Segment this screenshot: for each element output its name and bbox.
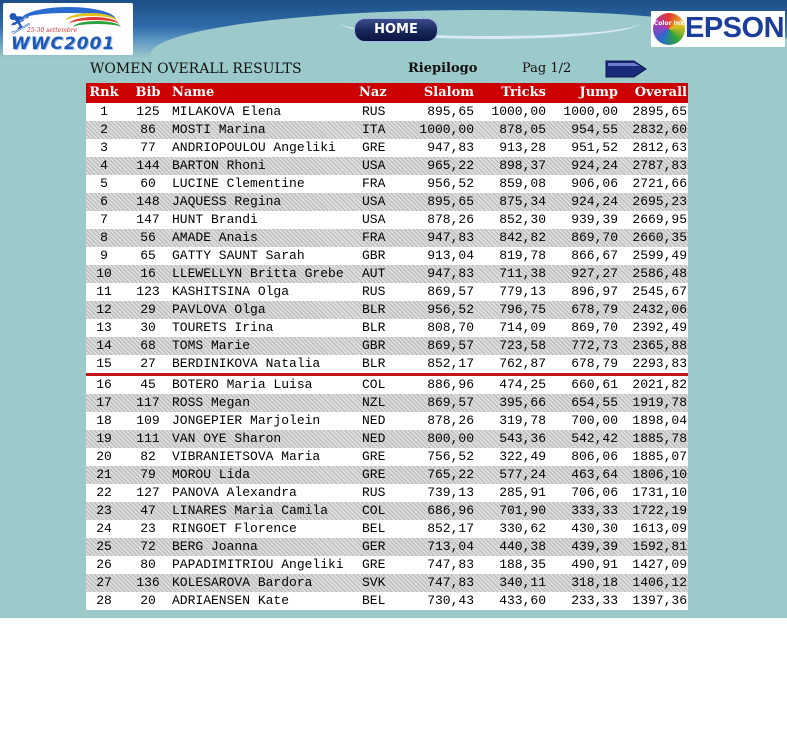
cell-jump: 906,06 xyxy=(571,176,618,191)
cell-jump: 439,39 xyxy=(571,539,618,554)
cell-jump: 927,27 xyxy=(571,266,618,281)
cell-naz: USA xyxy=(362,194,386,209)
cell-jump: 954,55 xyxy=(571,122,618,137)
cell-overall: 2832,60 xyxy=(632,122,687,137)
cell-overall: 1397,36 xyxy=(632,593,687,608)
cell-name: TOMS Marie xyxy=(172,338,251,353)
results-title: WOMEN OVERALL RESULTS xyxy=(90,61,302,77)
logo-dates: 25-30 settembre xyxy=(27,27,78,34)
table-row xyxy=(86,139,688,157)
cell-tricks: 796,75 xyxy=(499,302,546,317)
cell-naz: GRE xyxy=(362,467,386,482)
cell-naz: NED xyxy=(362,431,386,446)
cell-naz: USA xyxy=(362,158,386,173)
cell-tricks: 875,34 xyxy=(499,194,546,209)
cell-rnk: 8 xyxy=(100,230,108,245)
cell-slalom: 756,52 xyxy=(427,449,474,464)
col-header-tricks[interactable]: Tricks xyxy=(501,85,546,100)
cell-rnk: 17 xyxy=(96,395,112,410)
table-row xyxy=(86,301,688,319)
cell-naz: FRA xyxy=(362,176,386,191)
cell-tricks: 319,78 xyxy=(499,413,546,428)
cell-bib: 127 xyxy=(136,485,160,500)
cell-bib: 29 xyxy=(140,302,156,317)
cell-name: ANDRIOPOULOU Angeliki xyxy=(172,140,336,155)
table-row xyxy=(86,355,688,373)
top-banner xyxy=(0,0,787,58)
cell-bib: 47 xyxy=(140,503,156,518)
cell-rnk: 1 xyxy=(100,104,108,119)
cell-slalom: 739,13 xyxy=(427,485,474,500)
cell-tricks: 723,58 xyxy=(499,338,546,353)
table-row xyxy=(86,538,688,556)
cell-rnk: 16 xyxy=(96,377,112,392)
cell-bib: 16 xyxy=(140,266,156,281)
epson-logo[interactable] xyxy=(651,11,785,47)
cell-naz: GBR xyxy=(362,248,386,263)
home-button[interactable]: HOME xyxy=(354,18,438,42)
col-header-name[interactable]: Name xyxy=(172,85,215,100)
cell-slalom: 808,70 xyxy=(427,320,474,335)
cell-jump: 660,61 xyxy=(571,377,618,392)
cell-name: LINARES Maria Camila xyxy=(172,503,329,518)
cell-name: LLEWELLYN Britta Grebe xyxy=(172,266,344,281)
cell-overall: 1722,19 xyxy=(632,503,687,518)
cell-slalom: 852,17 xyxy=(427,521,474,536)
skier-icon: ⛷ xyxy=(7,11,33,35)
cell-rnk: 19 xyxy=(96,431,112,446)
table-row xyxy=(86,283,688,301)
cell-slalom: 713,04 xyxy=(427,539,474,554)
cell-bib: 79 xyxy=(140,467,156,482)
cell-rnk: 10 xyxy=(96,266,112,281)
cell-slalom: 747,83 xyxy=(427,575,474,590)
table-row xyxy=(86,103,688,121)
table-row xyxy=(86,121,688,139)
cell-rnk: 25 xyxy=(96,539,112,554)
cell-jump: 233,33 xyxy=(571,593,618,608)
cell-overall: 1427,09 xyxy=(632,557,687,572)
cell-jump: 806,06 xyxy=(571,449,618,464)
cell-rnk: 20 xyxy=(96,449,112,464)
table-header xyxy=(86,83,688,103)
cell-tricks: 711,38 xyxy=(499,266,546,281)
cell-name: BARTON Rhoni xyxy=(172,158,266,173)
cell-slalom: 956,52 xyxy=(427,302,474,317)
cell-jump: 866,67 xyxy=(571,248,618,263)
cell-overall: 1885,07 xyxy=(632,449,687,464)
cell-jump: 678,79 xyxy=(571,302,618,317)
cell-jump: 869,70 xyxy=(571,320,618,335)
cell-slalom: 747,83 xyxy=(427,557,474,572)
table-row xyxy=(86,574,688,592)
cell-name: BERG Joanna xyxy=(172,539,258,554)
cell-overall: 1592,81 xyxy=(632,539,687,554)
cell-tricks: 1000,00 xyxy=(491,104,546,119)
cell-jump: 896,97 xyxy=(571,284,618,299)
cell-name: PAPADIMITRIOU Angeliki xyxy=(172,557,344,572)
cell-slalom: 1000,00 xyxy=(419,122,474,137)
cell-slalom: 886,96 xyxy=(427,377,474,392)
cell-overall: 1406,12 xyxy=(632,575,687,590)
cell-overall: 2812,63 xyxy=(632,140,687,155)
cell-bib: 68 xyxy=(140,338,156,353)
cell-naz: AUT xyxy=(362,266,386,281)
table-row xyxy=(86,448,688,466)
cell-naz: COL xyxy=(362,503,386,518)
cell-naz: NED xyxy=(362,413,386,428)
cell-bib: 45 xyxy=(140,377,156,392)
cell-slalom: 852,17 xyxy=(427,356,474,371)
col-header-rnk[interactable]: Rnk xyxy=(89,85,119,100)
cell-bib: 56 xyxy=(140,230,156,245)
cell-bib: 20 xyxy=(140,593,156,608)
cell-bib: 117 xyxy=(136,395,160,410)
cell-naz: BLR xyxy=(362,356,386,371)
cell-rnk: 2 xyxy=(100,122,108,137)
results-group-top xyxy=(86,103,688,373)
cell-slalom: 878,26 xyxy=(427,212,474,227)
color-ink-badge: Color Ink xyxy=(653,13,685,45)
cell-rnk: 22 xyxy=(96,485,112,500)
arrow-right-icon[interactable] xyxy=(604,58,648,80)
cell-tricks: 322,49 xyxy=(499,449,546,464)
cell-overall: 1898,04 xyxy=(632,413,687,428)
cell-tricks: 859,08 xyxy=(499,176,546,191)
cell-slalom: 965,22 xyxy=(427,158,474,173)
table-row xyxy=(86,502,688,520)
cell-jump: 869,70 xyxy=(571,230,618,245)
cell-rnk: 28 xyxy=(96,593,112,608)
cell-tricks: 440,38 xyxy=(499,539,546,554)
cell-rnk: 4 xyxy=(100,158,108,173)
cell-rnk: 24 xyxy=(96,521,112,536)
wwc-logo[interactable] xyxy=(3,3,133,55)
cell-slalom: 800,00 xyxy=(427,431,474,446)
table-row xyxy=(86,211,688,229)
cell-overall: 1919,78 xyxy=(632,395,687,410)
cell-overall: 2787,83 xyxy=(632,158,687,173)
cell-slalom: 730,43 xyxy=(427,593,474,608)
cell-slalom: 895,65 xyxy=(427,104,474,119)
cell-tricks: 714,09 xyxy=(499,320,546,335)
cell-tricks: 819,78 xyxy=(499,248,546,263)
cell-naz: GBR xyxy=(362,338,386,353)
summary-link[interactable]: Riepilogo xyxy=(408,61,478,76)
cell-rnk: 9 xyxy=(100,248,108,263)
cell-rnk: 6 xyxy=(100,194,108,209)
cell-name: RINGOET Florence xyxy=(172,521,297,536)
cell-name: KOLESAROVA Bardora xyxy=(172,575,313,590)
cell-naz: SVK xyxy=(362,575,386,590)
cell-overall: 2432,06 xyxy=(632,302,687,317)
table-row xyxy=(86,394,688,412)
cell-rnk: 7 xyxy=(100,212,108,227)
cell-overall: 2599,49 xyxy=(632,248,687,263)
cell-tricks: 878,05 xyxy=(499,122,546,137)
cell-overall: 1806,10 xyxy=(632,467,687,482)
cell-bib: 125 xyxy=(136,104,160,119)
cell-bib: 23 xyxy=(140,521,156,536)
cell-jump: 463,64 xyxy=(571,467,618,482)
cell-slalom: 869,57 xyxy=(427,338,474,353)
cell-overall: 2021,82 xyxy=(632,377,687,392)
logo-stripe xyxy=(73,21,121,34)
cell-tricks: 330,62 xyxy=(499,521,546,536)
col-header-overall[interactable]: Overall xyxy=(634,85,687,100)
table-row xyxy=(86,193,688,211)
table-row xyxy=(86,229,688,247)
cell-name: KASHITSINA Olga xyxy=(172,284,290,299)
cell-naz: GER xyxy=(362,539,386,554)
cell-overall: 2660,35 xyxy=(632,230,687,245)
cell-name: MOSTI Marina xyxy=(172,122,266,137)
cell-slalom: 686,96 xyxy=(427,503,474,518)
col-header-slalom[interactable]: Slalom xyxy=(423,85,474,100)
cell-bib: 109 xyxy=(136,413,160,428)
col-header-jump[interactable]: Jump xyxy=(579,85,618,100)
cell-name: JAQUESS Regina xyxy=(172,194,282,209)
cell-tricks: 285,91 xyxy=(499,485,546,500)
cell-name: GATTY SAUNT Sarah xyxy=(172,248,305,263)
cell-tricks: 842,82 xyxy=(499,230,546,245)
cell-name: BOTERO Maria Luisa xyxy=(172,377,313,392)
table-row xyxy=(86,175,688,193)
cell-tricks: 395,66 xyxy=(499,395,546,410)
sponsor-name: EPSON xyxy=(685,12,785,44)
cell-slalom: 947,83 xyxy=(427,230,474,245)
cell-rnk: 13 xyxy=(96,320,112,335)
cell-name: BERDINIKOVA Natalia xyxy=(172,356,321,371)
results-group-bottom xyxy=(86,376,688,610)
cell-jump: 772,73 xyxy=(571,338,618,353)
cell-naz: RUS xyxy=(362,104,386,119)
cell-bib: 72 xyxy=(140,539,156,554)
cell-jump: 542,42 xyxy=(571,431,618,446)
cell-rnk: 15 xyxy=(96,356,112,371)
cell-slalom: 956,52 xyxy=(427,176,474,191)
cell-rnk: 18 xyxy=(96,413,112,428)
cell-bib: 80 xyxy=(140,557,156,572)
cell-jump: 678,79 xyxy=(571,356,618,371)
cell-bib: 136 xyxy=(136,575,160,590)
cell-rnk: 14 xyxy=(96,338,112,353)
cell-jump: 490,91 xyxy=(571,557,618,572)
cell-naz: RUS xyxy=(362,284,386,299)
cell-tricks: 762,87 xyxy=(499,356,546,371)
cell-tricks: 898,37 xyxy=(499,158,546,173)
cell-overall: 1885,78 xyxy=(632,431,687,446)
cell-jump: 939,39 xyxy=(571,212,618,227)
cell-rnk: 27 xyxy=(96,575,112,590)
cell-name: ROSS Megan xyxy=(172,395,251,410)
cell-naz: RUS xyxy=(362,485,386,500)
cell-bib: 111 xyxy=(136,431,160,446)
cell-tricks: 852,30 xyxy=(499,212,546,227)
cell-name: MOROU Lida xyxy=(172,467,251,482)
table-row xyxy=(86,556,688,574)
cell-naz: BEL xyxy=(362,521,386,536)
cell-overall: 2695,23 xyxy=(632,194,687,209)
cell-overall: 2392,49 xyxy=(632,320,687,335)
table-row xyxy=(86,157,688,175)
cell-name: JONGEPIER Marjolein xyxy=(172,413,321,428)
cell-bib: 77 xyxy=(140,140,156,155)
table-row xyxy=(86,430,688,448)
cell-overall: 1613,09 xyxy=(632,521,687,536)
table-row xyxy=(86,484,688,502)
cell-rnk: 3 xyxy=(100,140,108,155)
cell-name: PANOVA Alexandra xyxy=(172,485,297,500)
page-indicator: Pag 1/2 xyxy=(522,61,572,76)
cell-rnk: 23 xyxy=(96,503,112,518)
table-row xyxy=(86,592,688,610)
cell-rnk: 21 xyxy=(96,467,112,482)
cell-bib: 60 xyxy=(140,176,156,191)
cell-rnk: 12 xyxy=(96,302,112,317)
table-row xyxy=(86,412,688,430)
cell-overall: 2669,95 xyxy=(632,212,687,227)
cell-slalom: 947,83 xyxy=(427,140,474,155)
cell-naz: BLR xyxy=(362,302,386,317)
cell-jump: 924,24 xyxy=(571,194,618,209)
cell-naz: ITA xyxy=(362,122,386,137)
cell-tricks: 340,11 xyxy=(499,575,546,590)
cell-name: PAVLOVA Olga xyxy=(172,302,266,317)
cell-tricks: 701,90 xyxy=(499,503,546,518)
cell-name: TOURETS Irina xyxy=(172,320,274,335)
cell-slalom: 869,57 xyxy=(427,284,474,299)
table-row xyxy=(86,466,688,484)
cell-jump: 654,55 xyxy=(571,395,618,410)
cell-slalom: 765,22 xyxy=(427,467,474,482)
cell-slalom: 895,65 xyxy=(427,194,474,209)
cell-jump: 700,00 xyxy=(571,413,618,428)
cell-jump: 430,30 xyxy=(571,521,618,536)
cell-bib: 65 xyxy=(140,248,156,263)
cell-tricks: 188,35 xyxy=(499,557,546,572)
cell-jump: 1000,00 xyxy=(563,104,618,119)
cell-bib: 148 xyxy=(136,194,160,209)
cell-name: ADRIAENSEN Kate xyxy=(172,593,290,608)
cell-bib: 144 xyxy=(136,158,160,173)
table-row xyxy=(86,265,688,283)
cell-naz: GRE xyxy=(362,557,386,572)
cell-overall: 2293,83 xyxy=(632,356,687,371)
cell-name: LUCINE Clementine xyxy=(172,176,305,191)
cell-naz: BLR xyxy=(362,320,386,335)
table-row xyxy=(86,247,688,265)
table-row xyxy=(86,337,688,355)
cell-naz: FRA xyxy=(362,230,386,245)
cell-rnk: 5 xyxy=(100,176,108,191)
cell-overall: 1731,10 xyxy=(632,485,687,500)
cell-overall: 2365,88 xyxy=(632,338,687,353)
cell-tricks: 543,36 xyxy=(499,431,546,446)
cell-bib: 27 xyxy=(140,356,156,371)
cell-naz: COL xyxy=(362,377,386,392)
col-header-naz[interactable]: Naz xyxy=(359,85,387,100)
cell-overall: 2721,66 xyxy=(632,176,687,191)
cell-naz: GRE xyxy=(362,449,386,464)
cell-bib: 147 xyxy=(136,212,160,227)
cell-bib: 123 xyxy=(136,284,160,299)
cell-name: VIBRANIETSOVA Maria xyxy=(172,449,321,464)
cell-name: MILAKOVA Elena xyxy=(172,104,282,119)
cell-rnk: 26 xyxy=(96,557,112,572)
cell-bib: 30 xyxy=(140,320,156,335)
cell-bib: 86 xyxy=(140,122,156,137)
cell-jump: 924,24 xyxy=(571,158,618,173)
cell-jump: 951,52 xyxy=(571,140,618,155)
cell-slalom: 947,83 xyxy=(427,266,474,281)
cell-naz: USA xyxy=(362,212,386,227)
cell-tricks: 577,24 xyxy=(499,467,546,482)
col-header-bib[interactable]: Bib xyxy=(135,85,161,100)
cell-tricks: 433,60 xyxy=(499,593,546,608)
cell-rnk: 11 xyxy=(96,284,112,299)
table-row xyxy=(86,319,688,337)
cell-slalom: 869,57 xyxy=(427,395,474,410)
cell-overall: 2895,65 xyxy=(632,104,687,119)
cell-naz: BEL xyxy=(362,593,386,608)
cell-overall: 2586,48 xyxy=(632,266,687,281)
cell-tricks: 779,13 xyxy=(499,284,546,299)
cell-jump: 706,06 xyxy=(571,485,618,500)
results-table xyxy=(86,83,688,610)
table-row xyxy=(86,376,688,394)
cell-jump: 318,18 xyxy=(571,575,618,590)
cell-name: VAN OYE Sharon xyxy=(172,431,282,446)
cell-naz: GRE xyxy=(362,140,386,155)
logo-text: WWC2001 xyxy=(11,34,116,54)
cell-bib: 82 xyxy=(140,449,156,464)
table-row xyxy=(86,520,688,538)
cell-naz: NZL xyxy=(362,395,386,410)
cell-slalom: 878,26 xyxy=(427,413,474,428)
cell-jump: 333,33 xyxy=(571,503,618,518)
cell-tricks: 474,25 xyxy=(499,377,546,392)
cell-slalom: 913,04 xyxy=(427,248,474,263)
cell-tricks: 913,28 xyxy=(499,140,546,155)
cell-name: AMADE Anais xyxy=(172,230,258,245)
cell-name: HUNT Brandi xyxy=(172,212,258,227)
cell-overall: 2545,67 xyxy=(632,284,687,299)
